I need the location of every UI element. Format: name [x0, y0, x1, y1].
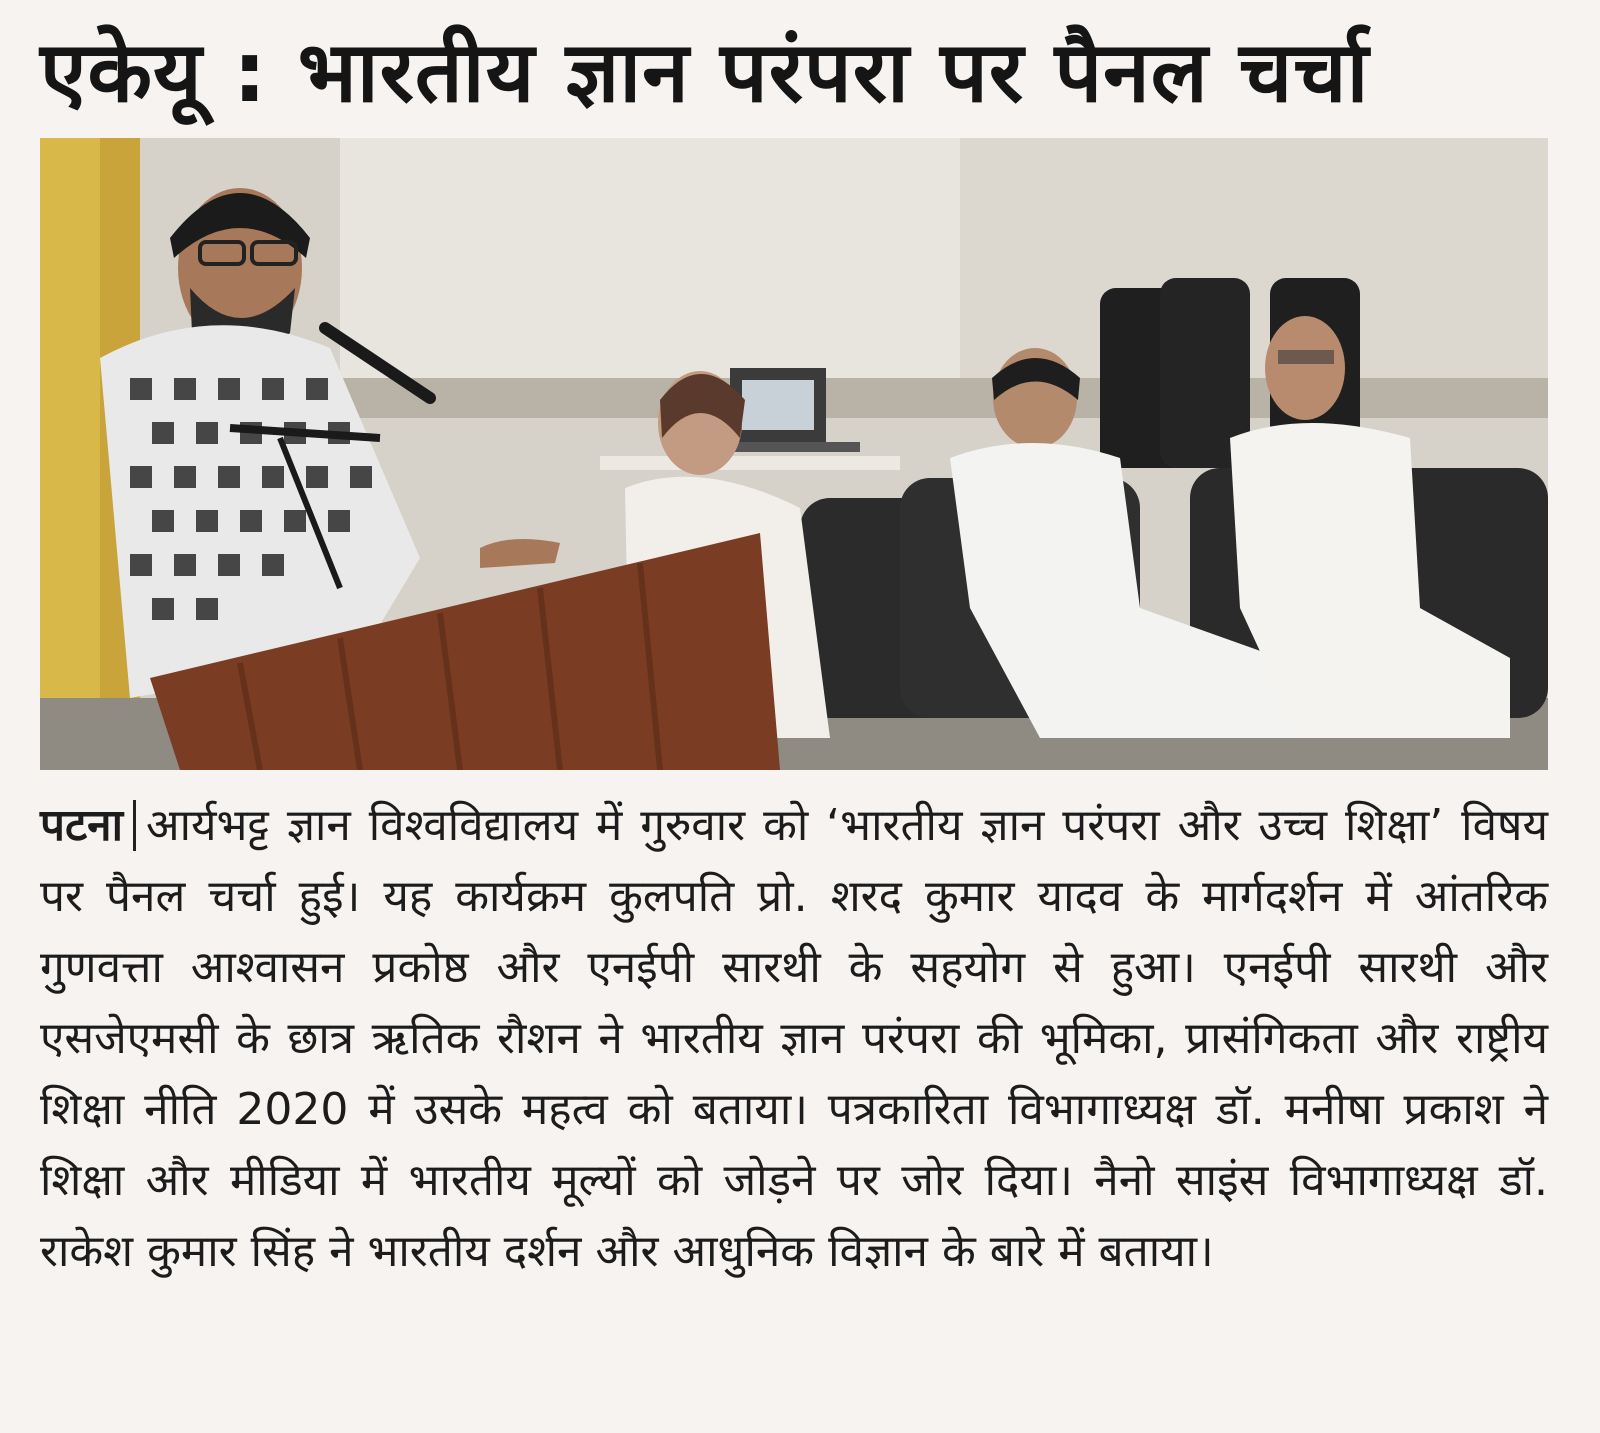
article-text: आर्यभट्ट ज्ञान विश्वविद्यालय में गुरुवार को ‘भारतीय ज्ञान परंपरा और उच्च शिक्षा’ विषय पर पैनल चर्चा हुई। यह कार्यक्रम कुलपति प्रो. शरद कुमार यादव के मार्गदर्शन में आंतरिक गुणवत्ता आश्वासन प्रकोष्ठ और एनईपी सारथी के सहयोग से हुआ। एनईपी सारथी और एसजेएमसी के छात्र ऋतिक रौशन ने भारतीय ज्ञान परंपरा की भूमिका, प्रासंगिकता और राष्ट्रीय शिक्षा नीति 2020 में उसके महत्व को बताया। पत्रकारिता विभागाध्यक्ष डॉ. मनीषा प्रकाश ने शिक्षा और मीडिया में भारतीय मूल्यों को जोड़ने पर जोर दिया। नैनो साइंस विभागाध्यक्ष डॉ. राकेश कुमार सिंह ने भारतीय दर्शन और आधुनिक विज्ञान के बारे में बताया। — [40, 800, 1548, 1277]
dateline: पटना — [40, 800, 136, 851]
event-photo — [40, 138, 1548, 770]
projection-screen — [340, 138, 960, 418]
panel-discussion-photo — [40, 138, 1548, 770]
article-body — [40, 790, 1548, 1420]
headline: एकेयू : भारतीय ज्ञान परंपरा पर पैनल चर्चा — [40, 23, 1370, 121]
panelist-right — [1265, 316, 1345, 420]
